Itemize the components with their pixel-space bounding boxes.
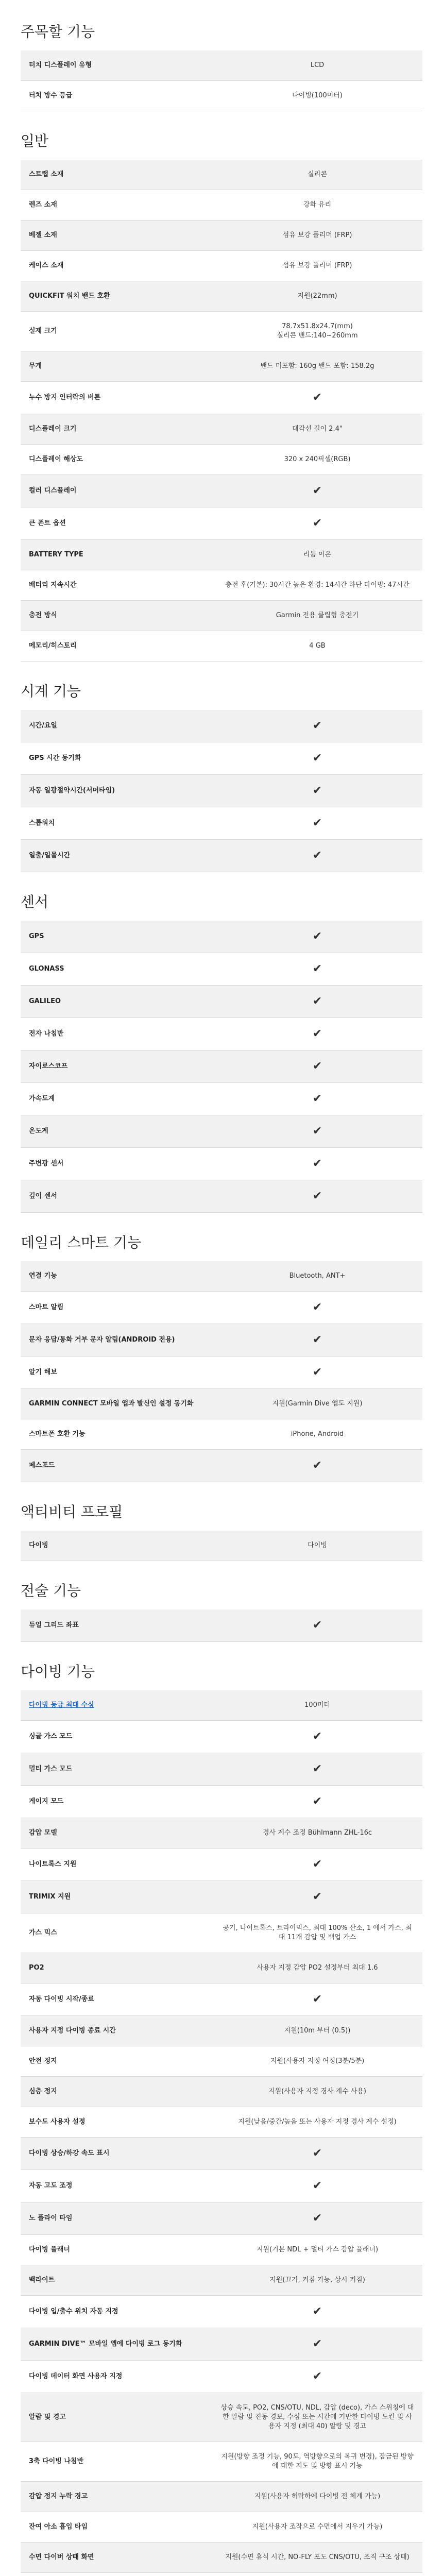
spec-label: 백라이트 [21, 2265, 212, 2296]
spec-row [21, 312, 422, 351]
spec-label: 자동 다이빙 시작/종료 [21, 1984, 212, 2016]
spec-row [21, 190, 422, 221]
checkmark-icon: ✔ [212, 1984, 422, 2016]
section-title: 전술 기능 [21, 1582, 81, 1599]
spec-label: 실제 크기 [21, 312, 212, 351]
spec-label: 다이빙 플래너 [21, 2235, 212, 2265]
checkmark-icon: ✔ [212, 382, 422, 414]
spec-row [21, 1913, 422, 1953]
spec-value: 리튬 이온 [212, 540, 422, 570]
spec-label: 메모리/히스토리 [21, 631, 212, 662]
spec-label: 누수 방지 인터락의 버튼 [21, 382, 212, 414]
spec-label: 다이빙 입/출수 위치 자동 지정 [21, 2296, 212, 2328]
spec-value: 지원(사용자 허락하에 다이빙 전 체계 가능) [212, 2482, 422, 2512]
spec-row [21, 445, 422, 475]
spec-label [21, 1690, 212, 1721]
spec-row [21, 475, 422, 507]
spec-value: 지원(수면 휴식 시간, NO-FLY 포도 CNS/OTU, 조직 구조 상태) [212, 2543, 422, 2573]
spec-label: 터치 디스플레이 유형 [21, 50, 212, 81]
spec-row [21, 921, 422, 953]
spec-row [21, 1357, 422, 1389]
spec-row [21, 1531, 422, 1561]
spec-value: 강화 유리 [212, 190, 422, 221]
spec-row [21, 1818, 422, 1849]
checkmark-icon: ✔ [212, 1881, 422, 1913]
spec-label: GARMIN DIVE™ 모바일 앱에 다이빙 로그 동기화 [21, 2328, 212, 2361]
spec-row [21, 1389, 422, 1419]
spec-row [21, 742, 422, 775]
spec-label: 안전 정지 [21, 2046, 212, 2077]
spec-row [21, 2235, 422, 2265]
spec-row [21, 160, 422, 190]
spec-label: 일출/일몰시간 [21, 840, 212, 872]
checkmark-icon: ✔ [212, 986, 422, 1018]
spec-row [21, 1050, 422, 1083]
checkmark-icon: ✔ [212, 1357, 422, 1389]
spec-label: 가스 믹스 [21, 1913, 212, 1953]
spec-label: 3축 다이빙 나침반 [21, 2442, 212, 2482]
spec-value: 4 GB [212, 631, 422, 662]
checkmark-icon: ✔ [212, 775, 422, 807]
spec-value: 섬유 보강 폴리머 (FRP) [212, 221, 422, 251]
spec-label: 시간/요일 [21, 710, 212, 742]
spec-label: 수면 다이버 상태 화면 [21, 2543, 212, 2573]
spec-row [21, 807, 422, 840]
spec-label: 멀티 가스 모드 [21, 1753, 212, 1786]
spec-row [21, 1786, 422, 1818]
spec-value: 밴드 미포함: 160g 밴드 포함: 158.2g [212, 351, 422, 382]
spec-label: PO2 [21, 1953, 212, 1984]
spec-row [21, 251, 422, 281]
spec-table [21, 160, 422, 662]
spec-label: 터치 방수 등급 [21, 81, 212, 111]
checkmark-icon: ✔ [212, 1292, 422, 1324]
spec-row [21, 953, 422, 986]
spec-row [21, 1609, 422, 1642]
spec-value: 경사 계수 조정 Bühlmann ZHL-16c [212, 1818, 422, 1849]
section-title [0, 2573, 443, 2576]
spec-label: 스마트 알림 [21, 1292, 212, 1324]
spec-value: Bluetooth, ANT+ [212, 1261, 422, 1292]
checkmark-icon: ✔ [212, 1018, 422, 1050]
spec-row [21, 1324, 422, 1357]
spec-label: GALILEO [21, 986, 212, 1018]
checkmark-icon: ✔ [212, 2328, 422, 2361]
checkmark-icon: ✔ [212, 475, 422, 507]
spec-row [21, 840, 422, 872]
checkmark-icon: ✔ [212, 1324, 422, 1357]
spec-label: 주변광 센서 [21, 1148, 212, 1180]
spec-row [21, 281, 422, 312]
spec-table [21, 50, 422, 111]
spec-row [21, 1721, 422, 1753]
spec-value: Garmin 전용 클립형 충전기 [212, 601, 422, 631]
section-title: 일반 [21, 132, 49, 149]
checkmark-icon: ✔ [212, 840, 422, 872]
spec-label: 나이트록스 지원 [21, 1849, 212, 1881]
spec-row [21, 1881, 422, 1913]
checkmark-icon: ✔ [212, 1849, 422, 1881]
spec-row [21, 81, 422, 111]
spec-label: QUICKFIT 워치 밴드 호환 [21, 281, 212, 312]
checkmark-icon: ✔ [212, 807, 422, 840]
spec-value: 320 x 240픽셀(RGB) [212, 445, 422, 475]
spec-row [21, 601, 422, 631]
spec-label: 전자 나침반 [21, 1018, 212, 1050]
spec-value: 지원(사용자 조작으로 수면에서 지우기 가능) [212, 2512, 422, 2543]
section-title: 액티비티 프로필 [21, 1503, 123, 1520]
spec-value: LCD [212, 50, 422, 81]
spec-value: 지원(방향 조정 기능, 90도, 역방향으로의 복귀 변경), 잠금된 방향에 대한 지도 및 방향 표시 기능 [212, 2442, 422, 2482]
spec-row [21, 1292, 422, 1324]
spec-row [21, 414, 422, 445]
spec-row [21, 2107, 422, 2138]
spec-row [21, 631, 422, 662]
spec-label: 케이스 소재 [21, 251, 212, 281]
spec-table [21, 1690, 422, 2573]
spec-label: 렌즈 소재 [21, 190, 212, 221]
spec-label: 스톱워치 [21, 807, 212, 840]
spec-value: 지원(10m 부터 (0.5)) [212, 2016, 422, 2046]
spec-value: iPhone, Android [212, 1419, 422, 1450]
spec-row [21, 1450, 422, 1482]
spec-value: 다이빙(100미터) [212, 81, 422, 111]
checkmark-icon: ✔ [212, 2202, 422, 2235]
spec-label: 스마트폰 호환 기능 [21, 1419, 212, 1450]
spec-label: 배터리 지속시간 [21, 570, 212, 601]
spec-row [21, 1849, 422, 1881]
spec-label: 게이지 모드 [21, 1786, 212, 1818]
spec-table [21, 710, 422, 872]
spec-label-link[interactable]: 다이빙 등급 최대 수심 [29, 1701, 94, 1709]
spec-row [21, 2202, 422, 2235]
checkmark-icon: ✔ [212, 1083, 422, 1115]
section-title: 센서 [21, 893, 49, 910]
spec-row [21, 2442, 422, 2482]
spec-row [21, 775, 422, 807]
spec-value: 실리콘 [212, 160, 422, 190]
checkmark-icon: ✔ [212, 1753, 422, 1786]
spec-row [21, 570, 422, 601]
spec-row [21, 2543, 422, 2573]
spec-value: 섬유 보강 폴리머 (FRP) [212, 251, 422, 281]
spec-label: GPS 시간 동기화 [21, 742, 212, 775]
spec-label: 사용자 지정 다이빙 종료 시간 [21, 2016, 212, 2046]
spec-label: 연결 기능 [21, 1261, 212, 1292]
spec-label: 자동 일광절약시간(서머타임) [21, 775, 212, 807]
spec-label: 무게 [21, 351, 212, 382]
spec-value: 사용자 지정 감압 PO2 설정부터 최대 1.6 [212, 1953, 422, 1984]
spec-label: 깊이 센서 [21, 1180, 212, 1213]
spec-value: 지원(낮음/중간/높음 또는 사용자 지정 경사 계수 설정) [212, 2107, 422, 2138]
spec-value: 지원(끄기, 켜짐 가능, 상시 켜짐) [212, 2265, 422, 2296]
spec-label: 페스포드 [21, 1450, 212, 1482]
spec-value: 대각선 길이 2.4" [212, 414, 422, 445]
checkmark-icon: ✔ [212, 1148, 422, 1180]
checkmark-icon: ✔ [212, 1450, 422, 1482]
spec-table [21, 1261, 422, 1482]
spec-label: 충전 방식 [21, 601, 212, 631]
spec-value: 다이빙 [212, 1531, 422, 1561]
checkmark-icon: ✔ [212, 1050, 422, 1083]
checkmark-icon: ✔ [212, 1180, 422, 1213]
spec-value: 충전 후(기본): 30시간 높은 환경: 14시간 하단 다이빙: 47시간 [212, 570, 422, 601]
section-title: 데일리 스마트 기능 [21, 1234, 142, 1251]
spec-row [21, 507, 422, 540]
spec-label: 큰 폰트 옵션 [21, 507, 212, 540]
spec-label: 문자 응답/통화 거부 문자 알림(ANDROID 전용) [21, 1324, 212, 1357]
checkmark-icon: ✔ [212, 2361, 422, 2393]
spec-row [21, 2046, 422, 2077]
spec-row [21, 1419, 422, 1450]
spec-label: 잔여 아소 흡입 타임 [21, 2512, 212, 2543]
checkmark-icon: ✔ [212, 953, 422, 986]
spec-row [21, 1753, 422, 1786]
checkmark-icon: ✔ [212, 1721, 422, 1753]
spec-value: 공기, 나이트록스, 트라이믹스, 최대 100% 산소, 1 에서 가스, 최대 11개 감압 및 백업 가스 [212, 1913, 422, 1953]
spec-row [21, 2170, 422, 2202]
spec-label: 컬러 디스플레이 [21, 475, 212, 507]
spec-row [21, 2393, 422, 2442]
spec-row [21, 1690, 422, 1721]
checkmark-icon: ✔ [212, 2296, 422, 2328]
spec-label: 알기 해보 [21, 1357, 212, 1389]
spec-row [21, 1115, 422, 1148]
section-title: 주목할 기능 [21, 23, 95, 40]
spec-label: 베젤 소재 [21, 221, 212, 251]
spec-row [21, 1953, 422, 1984]
checkmark-icon: ✔ [212, 742, 422, 775]
spec-row [21, 351, 422, 382]
spec-label: 다이빙 [21, 1531, 212, 1561]
spec-row [21, 2361, 422, 2393]
spec-label: GPS [21, 921, 212, 953]
spec-label: GLONASS [21, 953, 212, 986]
checkmark-icon: ✔ [212, 2138, 422, 2170]
spec-row [21, 1984, 422, 2016]
spec-label: BATTERY TYPE [21, 540, 212, 570]
spec-row [21, 1180, 422, 1213]
spec-value: 78.7x51.8x24.7(mm) 실리콘 밴드:140~260mm [212, 312, 422, 351]
spec-table [21, 1609, 422, 1642]
spec-row [21, 2296, 422, 2328]
spec-table [21, 921, 422, 1213]
spec-label: GARMIN CONNECT 모바일 앱과 발신인 설정 동기화 [21, 1389, 212, 1419]
spec-value: 지원(기본 NDL + 멀티 가스 감압 플래너) [212, 2235, 422, 2265]
spec-value: 지원(사용자 지정 여정(3분/5분) [212, 2046, 422, 2077]
spec-label: 심층 정지 [21, 2077, 212, 2107]
spec-row [21, 2328, 422, 2361]
spec-label: 자이로스코프 [21, 1050, 212, 1083]
spec-label: 디스플레이 크기 [21, 414, 212, 445]
spec-label: 다이빙 상승/하강 속도 표시 [21, 2138, 212, 2170]
spec-label: 감압 모델 [21, 1818, 212, 1849]
spec-table [21, 1531, 422, 1561]
spec-value: 지원(Garmin Dive 앱도 지원) [212, 1389, 422, 1419]
spec-row [21, 2138, 422, 2170]
spec-row [21, 382, 422, 414]
spec-label: 디스플레이 해상도 [21, 445, 212, 475]
checkmark-icon: ✔ [212, 921, 422, 953]
section-title: 다이빙 기능 [21, 1663, 95, 1680]
spec-row [21, 1018, 422, 1050]
checkmark-icon: ✔ [212, 1115, 422, 1148]
spec-label: 감압 정지 누락 경고 [21, 2482, 212, 2512]
spec-label: 온도계 [21, 1115, 212, 1148]
spec-row [21, 221, 422, 251]
spec-row [21, 1261, 422, 1292]
spec-label: 노 플라이 타임 [21, 2202, 212, 2235]
spec-label: 다이빙 데이터 화면 사용자 지정 [21, 2361, 212, 2393]
spec-row [21, 2512, 422, 2543]
spec-row [21, 2265, 422, 2296]
spec-row [21, 2016, 422, 2046]
spec-row [21, 710, 422, 742]
spec-value: 100미터 [212, 1690, 422, 1721]
spec-row [21, 1083, 422, 1115]
spec-row [21, 2077, 422, 2107]
spec-label: 싱글 가스 모드 [21, 1721, 212, 1753]
checkmark-icon: ✔ [212, 507, 422, 540]
spec-value: 지원(22mm) [212, 281, 422, 312]
spec-label: 듀얼 그리드 좌표 [21, 1609, 212, 1642]
spec-value: 지원(사용자 지정 경사 계수 사용) [212, 2077, 422, 2107]
spec-row [21, 540, 422, 570]
checkmark-icon: ✔ [212, 710, 422, 742]
spec-row [21, 986, 422, 1018]
spec-row [21, 50, 422, 81]
spec-label: TRIMIX 지원 [21, 1881, 212, 1913]
spec-label: 스트랩 소재 [21, 160, 212, 190]
checkmark-icon: ✔ [212, 1609, 422, 1642]
checkmark-icon: ✔ [212, 1786, 422, 1818]
spec-row [21, 1148, 422, 1180]
section-title: 시계 기능 [21, 683, 81, 700]
spec-label: 보수도 사용자 설정 [21, 2107, 212, 2138]
checkmark-icon: ✔ [212, 2170, 422, 2202]
spec-value: 상승 속도, PO2, CNS/OTU, NDL, 감압 (deco), 가스 스위칭에 대한 알람 및 진동 경보, 수심 또는 시간에 기반한 다이빙 도킨 및 사용자 지정 (최대 40) 알람 및 경고 [212, 2393, 422, 2442]
spec-label: 자동 고도 조정 [21, 2170, 212, 2202]
spec-label: 알람 및 경고 [21, 2393, 212, 2442]
spec-label: 가속도계 [21, 1083, 212, 1115]
spec-row [21, 2482, 422, 2512]
